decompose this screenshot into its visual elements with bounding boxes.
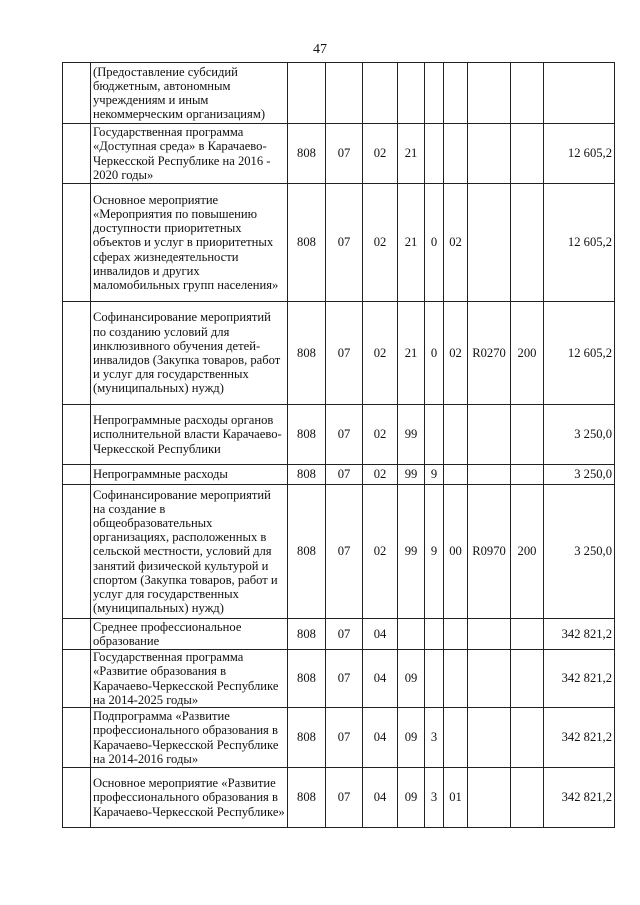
table-row xyxy=(63,619,615,650)
cell-dir xyxy=(468,650,511,708)
budget-table xyxy=(62,62,615,828)
cell-ved: 808 xyxy=(288,768,326,828)
cell-pr xyxy=(363,63,398,124)
cell-dir xyxy=(468,124,511,184)
cell-pr: 02 xyxy=(363,124,398,184)
cell-prog: 09 xyxy=(398,768,425,828)
cell-sub xyxy=(425,124,444,184)
cell-vr xyxy=(511,619,544,650)
cell-dir xyxy=(468,768,511,828)
cell-prog: 09 xyxy=(398,650,425,708)
cell-pr: 02 xyxy=(363,184,398,302)
row-margin-cell xyxy=(63,302,91,405)
table-row xyxy=(63,184,615,302)
cell-prog: 99 xyxy=(398,405,425,465)
row-description: (Предоставление субсидий бюджетным, автономным учреждениям и иным некоммерческим организациям) xyxy=(91,63,288,124)
cell-rz xyxy=(326,63,363,124)
table-row xyxy=(63,485,615,619)
cell-pr: 04 xyxy=(363,619,398,650)
row-description: Софинансирование мероприятий на создание в общеобразовательных организациях, расположенных в сельской местности, условий для занятий физической культурой и спортом (Закупка товаров, работ и услуг для государственных (муниципальных) нужд) xyxy=(91,485,288,619)
cell-prog xyxy=(398,63,425,124)
cell-sum: 3 250,0 xyxy=(544,405,615,465)
cell-sum: 342 821,2 xyxy=(544,768,615,828)
cell-rz: 07 xyxy=(326,302,363,405)
row-margin-cell xyxy=(63,63,91,124)
cell-vr xyxy=(511,124,544,184)
row-description: Государственная программа «Развитие образования в Карачаево-Черкесской Республике на 2014-2025 годы» xyxy=(91,650,288,708)
cell-sub: 0 xyxy=(425,184,444,302)
table-row xyxy=(63,650,615,708)
cell-mer xyxy=(444,465,468,485)
cell-dir: R0270 xyxy=(468,302,511,405)
cell-pr: 02 xyxy=(363,465,398,485)
cell-vr xyxy=(511,63,544,124)
cell-sub: 3 xyxy=(425,708,444,768)
cell-mer xyxy=(444,124,468,184)
cell-ved: 808 xyxy=(288,405,326,465)
row-description: Государственная программа «Доступная среда» в Карачаево-Черкесской Республике на 2016 - 2020 годы» xyxy=(91,124,288,184)
cell-mer: 01 xyxy=(444,768,468,828)
cell-sum: 3 250,0 xyxy=(544,465,615,485)
cell-pr: 04 xyxy=(363,768,398,828)
cell-ved: 808 xyxy=(288,708,326,768)
cell-rz: 07 xyxy=(326,708,363,768)
row-margin-cell xyxy=(63,650,91,708)
row-margin-cell xyxy=(63,184,91,302)
row-description: Непрограммные расходы органов исполнительной власти Карачаево-Черкесской Республики xyxy=(91,405,288,465)
table-row xyxy=(63,708,615,768)
cell-sum xyxy=(544,63,615,124)
cell-mer: 02 xyxy=(444,184,468,302)
cell-rz: 07 xyxy=(326,405,363,465)
row-description: Основное мероприятие «Развитие профессионального образования в Карачаево-Черкесской Республике» xyxy=(91,768,288,828)
row-description: Подпрограмма «Развитие профессионального образования в Карачаево-Черкесской Республике на 2014-2016 годы» xyxy=(91,708,288,768)
cell-sub xyxy=(425,619,444,650)
cell-vr xyxy=(511,405,544,465)
cell-prog: 21 xyxy=(398,302,425,405)
row-margin-cell xyxy=(63,619,91,650)
cell-sum: 342 821,2 xyxy=(544,619,615,650)
row-description: Основное мероприятие «Мероприятия по повышению доступности приоритетных объектов и услуг в приоритетных сферах жизнедеятельности инвалидов и других маломобильных групп населения» xyxy=(91,184,288,302)
table-row xyxy=(63,124,615,184)
row-description: Софинансирование мероприятий по созданию условий для инклюзивного обучения детей-инвалидов (Закупка товаров, работ и услуг для государственных (муниципальных) нужд) xyxy=(91,302,288,405)
row-margin-cell xyxy=(63,405,91,465)
table-row xyxy=(63,302,615,405)
cell-mer: 02 xyxy=(444,302,468,405)
cell-rz: 07 xyxy=(326,619,363,650)
row-description: Среднее профессиональное образование xyxy=(91,619,288,650)
cell-ved: 808 xyxy=(288,650,326,708)
cell-prog: 09 xyxy=(398,708,425,768)
cell-mer xyxy=(444,63,468,124)
cell-pr: 02 xyxy=(363,302,398,405)
cell-dir xyxy=(468,465,511,485)
cell-pr: 04 xyxy=(363,708,398,768)
cell-sum: 342 821,2 xyxy=(544,650,615,708)
table-row xyxy=(63,768,615,828)
cell-mer xyxy=(444,405,468,465)
cell-sum: 3 250,0 xyxy=(544,485,615,619)
table-row xyxy=(63,405,615,465)
cell-prog: 99 xyxy=(398,465,425,485)
cell-prog: 99 xyxy=(398,485,425,619)
table-row xyxy=(63,63,615,124)
cell-prog xyxy=(398,619,425,650)
cell-rz: 07 xyxy=(326,184,363,302)
cell-sub xyxy=(425,405,444,465)
cell-mer: 00 xyxy=(444,485,468,619)
cell-pr: 02 xyxy=(363,485,398,619)
cell-sub: 9 xyxy=(425,485,444,619)
cell-mer xyxy=(444,619,468,650)
cell-rz: 07 xyxy=(326,465,363,485)
cell-sum: 12 605,2 xyxy=(544,184,615,302)
cell-sub xyxy=(425,650,444,708)
row-margin-cell xyxy=(63,485,91,619)
cell-mer xyxy=(444,650,468,708)
cell-vr xyxy=(511,768,544,828)
cell-prog: 21 xyxy=(398,184,425,302)
cell-dir xyxy=(468,619,511,650)
cell-mer xyxy=(444,708,468,768)
cell-ved: 808 xyxy=(288,465,326,485)
cell-pr: 04 xyxy=(363,650,398,708)
row-margin-cell xyxy=(63,708,91,768)
cell-pr: 02 xyxy=(363,405,398,465)
cell-vr: 200 xyxy=(511,302,544,405)
cell-vr: 200 xyxy=(511,485,544,619)
cell-dir xyxy=(468,63,511,124)
cell-sum: 12 605,2 xyxy=(544,124,615,184)
cell-dir xyxy=(468,184,511,302)
row-description: Непрограммные расходы xyxy=(91,465,288,485)
cell-rz: 07 xyxy=(326,124,363,184)
cell-sub: 0 xyxy=(425,302,444,405)
cell-dir: R0970 xyxy=(468,485,511,619)
cell-sub xyxy=(425,63,444,124)
cell-ved xyxy=(288,63,326,124)
cell-rz: 07 xyxy=(326,768,363,828)
table-row xyxy=(63,465,615,485)
cell-sub: 9 xyxy=(425,465,444,485)
cell-ved: 808 xyxy=(288,485,326,619)
cell-ved: 808 xyxy=(288,184,326,302)
cell-sub: 3 xyxy=(425,768,444,828)
cell-rz: 07 xyxy=(326,650,363,708)
cell-vr xyxy=(511,650,544,708)
cell-ved: 808 xyxy=(288,619,326,650)
page-number: 47 xyxy=(313,42,327,57)
cell-dir xyxy=(468,708,511,768)
cell-rz: 07 xyxy=(326,485,363,619)
cell-vr xyxy=(511,184,544,302)
cell-prog: 21 xyxy=(398,124,425,184)
row-margin-cell xyxy=(63,465,91,485)
cell-dir xyxy=(468,405,511,465)
cell-ved: 808 xyxy=(288,302,326,405)
cell-vr xyxy=(511,708,544,768)
cell-sum: 12 605,2 xyxy=(544,302,615,405)
cell-sum: 342 821,2 xyxy=(544,708,615,768)
row-margin-cell xyxy=(63,124,91,184)
row-margin-cell xyxy=(63,768,91,828)
cell-vr xyxy=(511,465,544,485)
cell-ved: 808 xyxy=(288,124,326,184)
